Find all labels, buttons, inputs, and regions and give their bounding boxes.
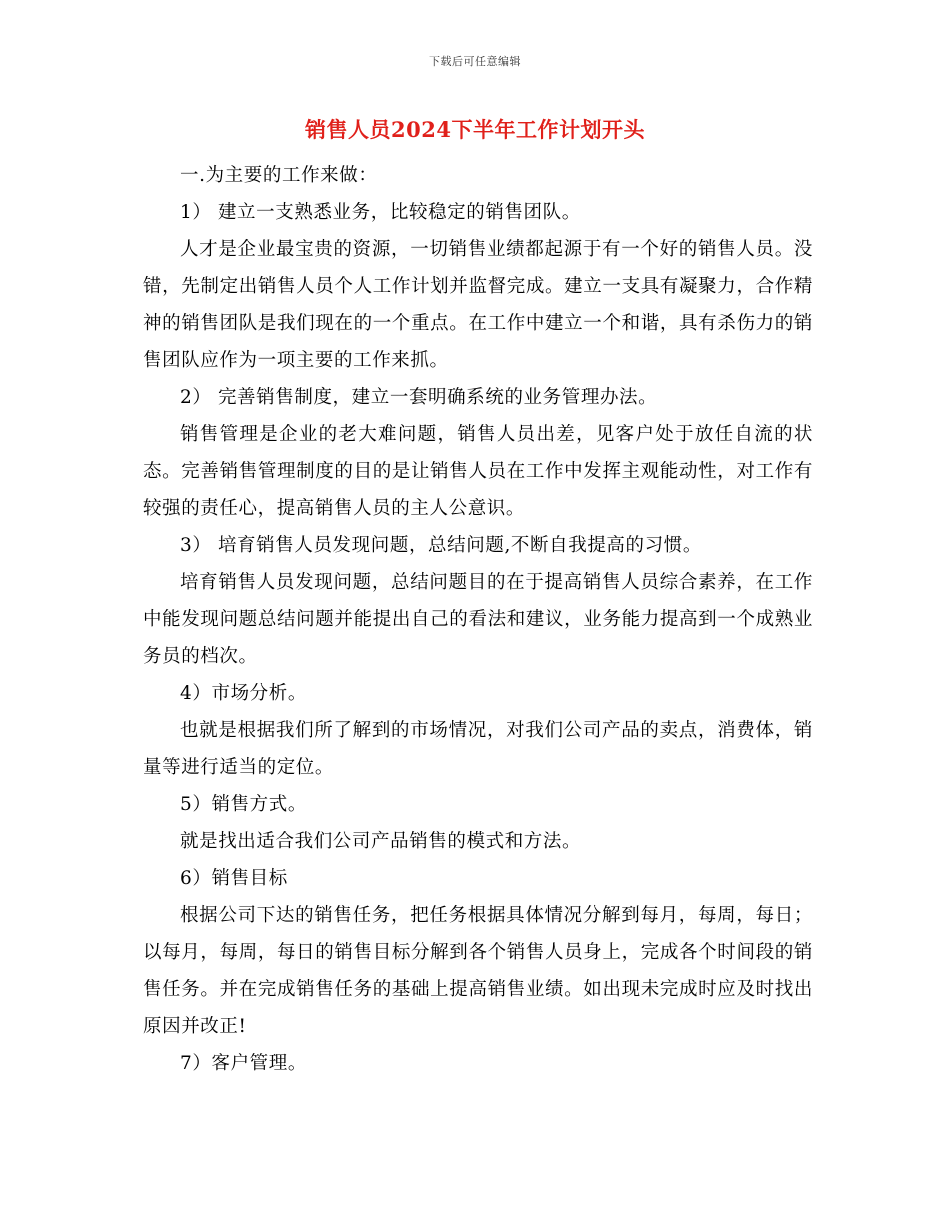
paragraph: 5）销售方式。 <box>180 794 307 815</box>
paragraph: 3） 培育销售人员发现问题，总结问题,不断自我提高的习惯。 <box>180 535 702 556</box>
paragraph: 也就是根据我们所了解到的市场情况，对我们公司产品的卖点，消费体，销量等进行适当的定位。 <box>143 720 813 778</box>
paragraph: 销售管理是企业的老大难问题，销售人员出差，见客户处于放任自流的状态。完善销售管理制度的目的是让销售人员在工作中发挥主观能动性，对工作有较强的责任心，提高销售人员的主人公意识。 <box>143 424 813 519</box>
paragraph: 2） 完善销售制度，建立一套明确系统的业务管理办法。 <box>180 387 658 408</box>
header-note: 下载后可任意编辑 <box>429 55 521 68</box>
paragraph: 4）市场分析。 <box>180 683 307 704</box>
paragraph: 7）客户管理。 <box>180 1053 307 1074</box>
paragraph: 6）销售目标 <box>180 868 288 889</box>
paragraph: 人才是企业最宝贵的资源，一切销售业绩都起源于有一个好的销售人员。没错，先制定出销售人员个人工作计划并监督完成。建立一支具有凝聚力，合作精神的销售团队是我们现在的一个重点。在工作中建立一个和谐，具有杀伤力的销售团队应作为一项主要的工作来抓。 <box>143 239 813 371</box>
document-body <box>143 157 813 1082</box>
paragraph: 根据公司下达的销售任务，把任务根据具体情况分解到每月，每周，每日；以每月，每周，每日的销售目标分解到各个销售人员身上，完成各个时间段的销售任务。并在完成销售任务的基础上提高销售业绩。如出现未完成时应及时找出原因并改正! <box>143 905 813 1037</box>
paragraph: 一.为主要的工作来做： <box>180 165 378 186</box>
paragraph: 1） 建立一支熟悉业务，比较稳定的销售团队。 <box>180 202 581 223</box>
document-title: 销售人员2024下半年工作计划开头 <box>305 117 645 142</box>
paragraph: 就是找出适合我们公司产品销售的模式和方法。 <box>180 831 582 852</box>
paragraph: 培育销售人员发现问题，总结问题目的在于提高销售人员综合素养，在工作中能发现问题总结问题并能提出自己的看法和建议，业务能力提高到一个成熟业务员的档次。 <box>143 572 813 667</box>
